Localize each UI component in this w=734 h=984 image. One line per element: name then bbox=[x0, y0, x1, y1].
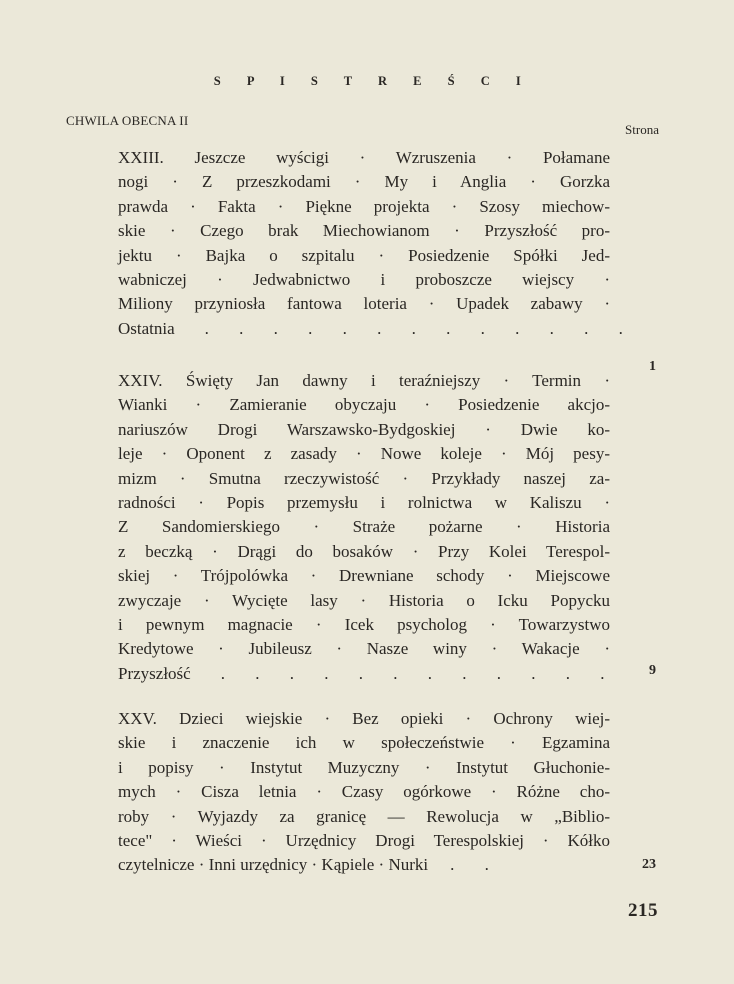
entry-line: zwyczaje · Wycięte lasy · Historia o Icku Popycku bbox=[118, 590, 610, 610]
entry-line: radności · Popis przemysłu i rolnictwa w Kaliszu · bbox=[118, 493, 610, 513]
entry-line: z beczką · Drągi do bosaków · Przy Kolei Terespol- bbox=[118, 541, 610, 561]
section-heading: CHWILA OBECNA II bbox=[66, 113, 189, 128]
entry-line: nogi · Z przeszkodami · My i Anglia · Gorzka bbox=[118, 172, 610, 192]
entry-line: wabniczej · Jedwabnictwo i proboszcze wiejscy · bbox=[118, 270, 610, 290]
entry-line: XXIV. Święty Jan dawny i teraźniejszy · Termin · bbox=[118, 371, 610, 390]
entry-line: nariuszów Drogi Warszawsko-Bydgoskiej · Dwie ko- bbox=[118, 419, 610, 439]
entry-last-text: Przyszłość bbox=[118, 663, 191, 683]
entry-line: roby · Wyjazdy za granicę — Rewolucja w „Biblio- bbox=[118, 806, 610, 826]
entry-line: prawda · Fakta · Piękne projekta · Szosy miechow- bbox=[118, 196, 610, 216]
entry-line: skie · Czego brak Miechowianom · Przyszłość pro- bbox=[118, 221, 610, 241]
entry-line: tece" · Wieści · Urzędnicy Drogi Terespolskiej · Kółko bbox=[118, 831, 610, 851]
entry-line: Kredytowe · Jubileusz · Nasze winy · Wakacje · bbox=[118, 639, 610, 659]
entry-last-line bbox=[118, 662, 618, 686]
entry-line: jektu · Bajka o szpitalu · Posiedzenie Spółki Jed- bbox=[118, 245, 610, 265]
entry-line: i popisy · Instytut Muzyczny · Instytut Głuchonie- bbox=[118, 757, 610, 777]
entry-page-number: 9 bbox=[649, 663, 656, 678]
entry-line: i pewnym magnacie · Icek psycholog · Towarzystwo bbox=[118, 615, 610, 635]
page-title: S P I S T R E Ś C I bbox=[213, 74, 533, 88]
entry-line: mych · Cisza letnia · Czasy ogórkowe · Różne cho- bbox=[118, 782, 610, 802]
toc-entry bbox=[118, 369, 618, 686]
entry-line: Z Sandomierskiego · Straże pożarne · Historia bbox=[118, 517, 610, 537]
entry-line: skie i znaczenie ich w społeczeństwie · Egzamina bbox=[118, 733, 610, 753]
entry-last-line bbox=[118, 317, 636, 341]
page-folio-number: 215 bbox=[628, 900, 658, 921]
entry-line: leje · Oponent z zasady · Nowe koleje · Mój pesy- bbox=[118, 444, 610, 464]
toc-entry bbox=[118, 146, 636, 341]
entry-line: skiej · Trójpolówka · Drewniane schody · Miejscowe bbox=[118, 566, 610, 586]
page-column-label: Strona bbox=[625, 122, 659, 137]
entry-line: XXIII. Jeszcze wyścigi · Wzruszenia · Połamane bbox=[118, 148, 610, 167]
entry-page-number: 23 bbox=[642, 857, 656, 872]
entry-last-text: czytelnicze · Inni urzędnicy · Kąpiele · Nurki bbox=[118, 855, 429, 875]
entry-line: mizm · Smutna rzeczywistość · Przykłady naszej za- bbox=[118, 468, 610, 488]
dot-leader: . . . . . . . . . . . . . bbox=[204, 318, 636, 338]
dot-leader: . . bbox=[450, 855, 502, 875]
entry-line: Wianki · Zamieranie obyczaju · Posiedzenie akcjo- bbox=[118, 395, 610, 415]
toc-entry bbox=[118, 707, 610, 878]
dot-leader: . . . . . . . . . . . . bbox=[220, 663, 618, 683]
entry-page-number: 1 bbox=[649, 359, 656, 374]
entry-last-line bbox=[118, 853, 610, 877]
entry-line: Miliony przyniosła fantowa loteria · Upadek zabawy · bbox=[118, 294, 610, 314]
entry-last-text: Ostatnia bbox=[118, 318, 175, 338]
entry-line: XXV. Dzieci wiejskie · Bez opieki · Ochrony wiej- bbox=[118, 709, 610, 728]
